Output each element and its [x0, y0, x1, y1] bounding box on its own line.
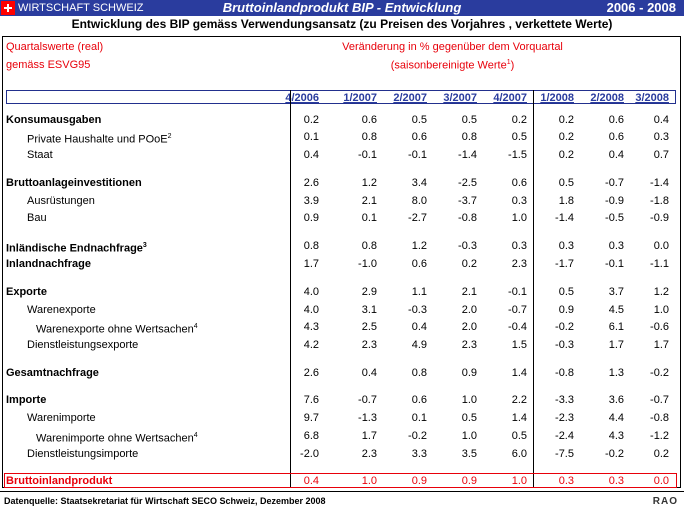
- table-cell: -1.2: [650, 430, 669, 442]
- table-cell: 0.6: [608, 131, 624, 143]
- column-header: 1/2008: [540, 92, 574, 104]
- table-cell: -0.8: [458, 212, 477, 224]
- table-cell: -0.9: [650, 212, 669, 224]
- table-cell: 0.6: [511, 177, 527, 189]
- table-cell: 1.7: [361, 430, 377, 442]
- row-label: Importe: [6, 394, 47, 406]
- table-cell: -0.1: [358, 149, 377, 161]
- table-cell: 3.6: [608, 394, 624, 406]
- row-label: Warenexporte ohne Wertsachen$^4$: [36, 323, 198, 336]
- gdp-highlight-box: [4, 473, 677, 488]
- row-label: Bruttoinlandprodukt: [6, 475, 113, 487]
- table-cell: 3.7: [608, 286, 624, 298]
- table-cell: 4.9: [411, 339, 427, 351]
- table-cell: 1.4: [511, 412, 527, 424]
- row-label: Inlandnachfrage: [6, 258, 91, 270]
- table-row: [0, 211, 684, 225]
- table-cell: 0.1: [303, 131, 319, 143]
- table-cell: 2.3: [361, 339, 377, 351]
- row-label: Ausrüstungen: [27, 195, 95, 207]
- table-cell: -1.4: [650, 177, 669, 189]
- table-cell: -2.7: [408, 212, 427, 224]
- footer-divider: [0, 491, 684, 492]
- column-header: 4/2007: [493, 92, 527, 104]
- table-cell: 1.7: [608, 339, 624, 351]
- table-row: [0, 148, 684, 162]
- table-row: [0, 257, 684, 271]
- table-cell: 0.0: [653, 475, 669, 487]
- table-cell: 2.5: [361, 321, 377, 333]
- table-cell: 4.0: [303, 304, 319, 316]
- table-cell: 2.3: [511, 258, 527, 270]
- table-cell: 0.4: [361, 367, 377, 379]
- table-cell: 0.9: [461, 367, 477, 379]
- table-cell: 0.8: [303, 240, 319, 252]
- table-cell: 2.3: [361, 448, 377, 460]
- table-row: [0, 447, 684, 461]
- table-cell: 4.0: [303, 286, 319, 298]
- row-label: Warenimporte ohne Wertsachen$^4$: [36, 432, 198, 445]
- table-cell: 0.6: [411, 258, 427, 270]
- label-seasonally-adjusted: (saisonbereinigte Werte$^1$): [390, 59, 515, 72]
- table-row: [0, 239, 684, 253]
- table-cell: 0.9: [461, 475, 477, 487]
- table-cell: 8.0: [411, 195, 427, 207]
- table-cell: 0.4: [608, 149, 624, 161]
- column-header: 2/2007: [393, 92, 427, 104]
- table-cell: -0.3: [458, 240, 477, 252]
- table-cell: 0.1: [361, 212, 377, 224]
- row-label: Private Haushalte und POoE$^2$: [27, 133, 172, 146]
- table-cell: 0.5: [461, 114, 477, 126]
- table-row: [0, 303, 684, 317]
- row-label: Exporte: [6, 286, 47, 298]
- table-cell: 2.0: [461, 321, 477, 333]
- table-cell: -2.3: [555, 412, 574, 424]
- table-cell: 2.9: [361, 286, 377, 298]
- table-cell: 1.0: [361, 475, 377, 487]
- table-cell: 0.2: [303, 114, 319, 126]
- table-cell: 4.4: [608, 412, 624, 424]
- table-cell: -1.5: [508, 149, 527, 161]
- data-source: Datenquelle: Staatsekretariat für Wirtschaft SECO Schweiz, Dezember 2008: [4, 496, 326, 506]
- table-row: [0, 113, 684, 127]
- table-row: [0, 285, 684, 299]
- column-header: 4/2006: [285, 92, 319, 104]
- table-cell: 0.5: [411, 114, 427, 126]
- row-label: Warenexporte: [27, 304, 96, 316]
- table-cell: 2.2: [511, 394, 527, 406]
- table-cell: 1.0: [461, 430, 477, 442]
- table-cell: 1.7: [303, 258, 319, 270]
- table-cell: -0.7: [508, 304, 527, 316]
- table-cell: -0.7: [605, 177, 624, 189]
- table-cell: 0.8: [361, 131, 377, 143]
- table-cell: 1.2: [361, 177, 377, 189]
- table-cell: 3.1: [361, 304, 377, 316]
- table-cell: -2.0: [300, 448, 319, 460]
- table-row: [0, 130, 684, 144]
- table-cell: -0.8: [555, 367, 574, 379]
- table-cell: -0.3: [555, 339, 574, 351]
- table-cell: 1.8: [558, 195, 574, 207]
- table-cell: 0.5: [461, 412, 477, 424]
- table-cell: 4.5: [608, 304, 624, 316]
- table-cell: 0.3: [653, 131, 669, 143]
- table-cell: 1.0: [511, 475, 527, 487]
- table-cell: -1.4: [458, 149, 477, 161]
- column-header-row: [6, 90, 676, 104]
- table-cell: -0.7: [358, 394, 377, 406]
- row-label: Gesamtnachfrage: [6, 367, 99, 379]
- table-cell: 4.3: [303, 321, 319, 333]
- table-cell: 2.1: [361, 195, 377, 207]
- table-cell: -3.7: [458, 195, 477, 207]
- table-cell: -1.7: [555, 258, 574, 270]
- table-row: [0, 320, 684, 334]
- table-cell: 0.1: [411, 412, 427, 424]
- table-cell: 0.2: [511, 114, 527, 126]
- column-header: 2/2008: [590, 92, 624, 104]
- table-cell: 0.6: [361, 114, 377, 126]
- table-cell: -0.5: [605, 212, 624, 224]
- table-cell: 0.4: [303, 475, 319, 487]
- table-cell: -2.5: [458, 177, 477, 189]
- row-label: Inländische Endnachfrage$^3$: [6, 242, 147, 255]
- table-cell: -1.0: [358, 258, 377, 270]
- column-header: 3/2007: [443, 92, 477, 104]
- table-cell: 1.0: [653, 304, 669, 316]
- table-cell: -0.2: [408, 430, 427, 442]
- table-cell: -1.3: [358, 412, 377, 424]
- table-row: [0, 411, 684, 425]
- table-row: [0, 338, 684, 352]
- table-cell: 1.0: [511, 212, 527, 224]
- table-cell: 1.1: [411, 286, 427, 298]
- row-label: Staat: [27, 149, 53, 161]
- table-cell: -3.3: [555, 394, 574, 406]
- table-cell: 9.7: [303, 412, 319, 424]
- table-cell: 6.0: [511, 448, 527, 460]
- table-cell: 0.4: [653, 114, 669, 126]
- table-cell: 1.7: [653, 339, 669, 351]
- table-cell: 1.2: [653, 286, 669, 298]
- table-cell: 2.6: [303, 367, 319, 379]
- table-cell: 3.5: [461, 448, 477, 460]
- table-cell: 0.2: [653, 448, 669, 460]
- table-cell: -0.1: [508, 286, 527, 298]
- table-cell: -0.1: [408, 149, 427, 161]
- table-cell: 0.9: [411, 475, 427, 487]
- table-cell: 0.8: [361, 240, 377, 252]
- table-cell: 0.4: [411, 321, 427, 333]
- table-cell: 6.1: [608, 321, 624, 333]
- table-cell: 4.3: [608, 430, 624, 442]
- table-cell: -0.8: [650, 412, 669, 424]
- table-cell: 0.3: [511, 240, 527, 252]
- table-cell: 0.5: [511, 430, 527, 442]
- table-cell: 1.0: [461, 394, 477, 406]
- table-cell: 6.8: [303, 430, 319, 442]
- table-cell: -1.4: [555, 212, 574, 224]
- table-row: [0, 194, 684, 208]
- table-cell: 0.6: [608, 114, 624, 126]
- table-row: [0, 176, 684, 190]
- table-cell: 0.3: [608, 475, 624, 487]
- table-row: [0, 366, 684, 380]
- table-cell: -0.2: [650, 367, 669, 379]
- table-cell: 3.4: [411, 177, 427, 189]
- table-row: [0, 429, 684, 443]
- table-cell: -2.4: [555, 430, 574, 442]
- table-cell: -7.5: [555, 448, 574, 460]
- table-cell: 0.9: [303, 212, 319, 224]
- table-cell: 1.4: [511, 367, 527, 379]
- table-cell: -0.9: [605, 195, 624, 207]
- row-label: Dienstleistungsexporte: [27, 339, 139, 351]
- table-cell: -0.6: [650, 321, 669, 333]
- brand-label: WIRTSCHAFT SCHWEIZ: [18, 2, 144, 14]
- table-cell: 0.2: [558, 149, 574, 161]
- table-cell: 0.4: [303, 149, 319, 161]
- table-cell: 1.2: [411, 240, 427, 252]
- table-cell: 0.5: [558, 177, 574, 189]
- table-cell: 0.3: [608, 240, 624, 252]
- table-cell: 1.5: [511, 339, 527, 351]
- header-bar: [0, 0, 684, 16]
- row-label: Bau: [27, 212, 47, 224]
- label-change-percent: Veränderung in % gegenüber dem Vorquartal: [342, 41, 563, 53]
- table-cell: -0.4: [508, 321, 527, 333]
- label-esvg95: gemäss ESVG95: [6, 59, 91, 71]
- table-cell: 3.9: [303, 195, 319, 207]
- table-cell: 0.2: [558, 131, 574, 143]
- label-quarterly-values: Quartalswerte (real): [6, 41, 104, 53]
- row-label: Warenimporte: [27, 412, 96, 424]
- page-title: Bruttoinlandprodukt BIP - Entwicklung: [222, 0, 462, 15]
- year-range: 2006 - 2008: [606, 0, 676, 15]
- column-header: 1/2007: [343, 92, 377, 104]
- table-cell: 0.5: [511, 131, 527, 143]
- table-cell: 0.3: [511, 195, 527, 207]
- table-cell: 2.3: [461, 339, 477, 351]
- table-row: [0, 393, 684, 407]
- table-cell: 0.2: [558, 114, 574, 126]
- table-cell: -0.2: [605, 448, 624, 460]
- table-cell: 0.8: [411, 367, 427, 379]
- table-cell: -0.1: [605, 258, 624, 270]
- table-cell: 2.1: [461, 286, 477, 298]
- row-label: Bruttoanlageinvestitionen: [6, 177, 142, 189]
- row-label: Dienstleistungsimporte: [27, 448, 139, 460]
- table-cell: -1.1: [650, 258, 669, 270]
- table-cell: 0.5: [558, 286, 574, 298]
- footer-tag: RAO: [652, 496, 678, 507]
- table-cell: 2.6: [303, 177, 319, 189]
- table-cell: 7.6: [303, 394, 319, 406]
- table-cell: 0.3: [558, 240, 574, 252]
- table-cell: 0.0: [653, 240, 669, 252]
- table-cell: 0.6: [411, 131, 427, 143]
- table-cell: 0.6: [411, 394, 427, 406]
- table-cell: -0.2: [555, 321, 574, 333]
- table-cell: 4.2: [303, 339, 319, 351]
- table-cell: 0.3: [558, 475, 574, 487]
- table-cell: 3.3: [411, 448, 427, 460]
- table-cell: -0.7: [650, 394, 669, 406]
- table-cell: 0.7: [653, 149, 669, 161]
- page-subtitle: Entwicklung des BIP gemäss Verwendungsansatz (zu Preisen des Vorjahres , verkettete Werte): [71, 17, 613, 31]
- table-cell: 0.2: [461, 258, 477, 270]
- table-cell: -0.3: [408, 304, 427, 316]
- table-cell: -1.8: [650, 195, 669, 207]
- table-cell: 0.9: [558, 304, 574, 316]
- table-cell: 0.8: [461, 131, 477, 143]
- column-header: 3/2008: [635, 92, 669, 104]
- table-cell: 1.3: [608, 367, 624, 379]
- table-cell: 2.0: [461, 304, 477, 316]
- row-label: Konsumausgaben: [6, 114, 102, 126]
